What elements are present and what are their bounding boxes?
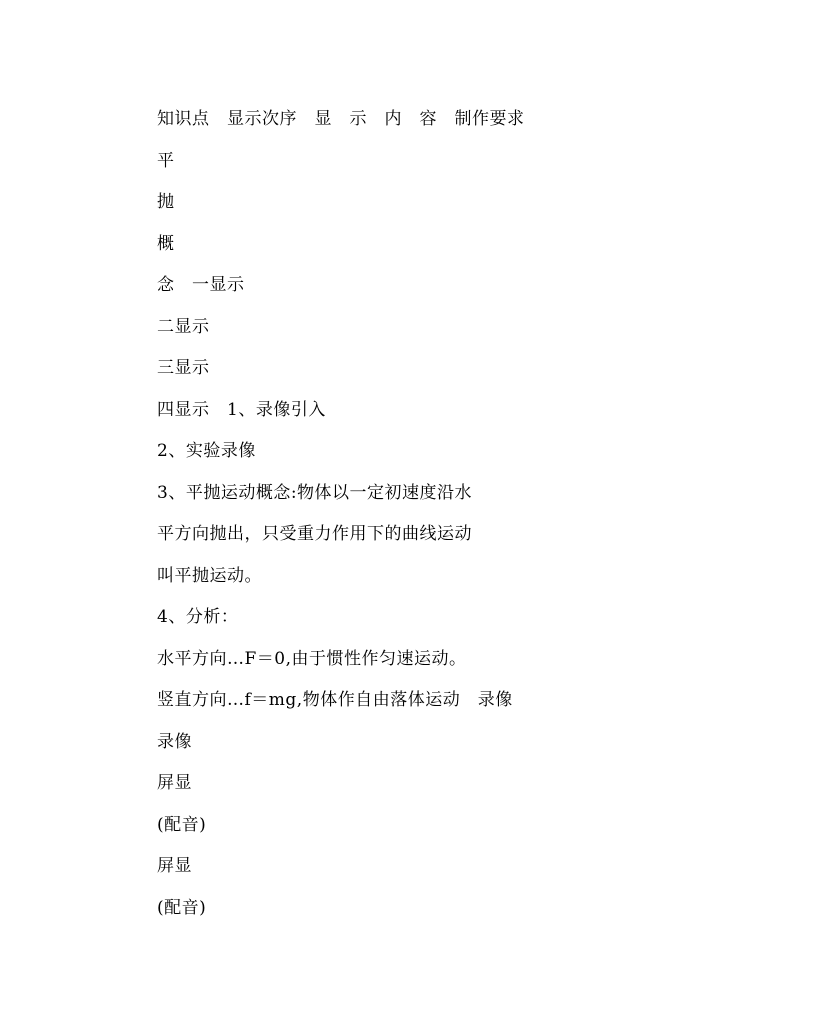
text-line: 二显示 bbox=[157, 316, 210, 337]
text-line: 3、平抛运动概念:物体以一定初速度沿水 bbox=[157, 482, 473, 503]
text-line: 4、分析： bbox=[157, 607, 239, 627]
text-line: 概 bbox=[157, 233, 175, 254]
table-header-line: 知识点 显示次序 显 示 内 容 制作要求 bbox=[157, 109, 525, 129]
text-line: 屏显 bbox=[157, 773, 192, 793]
text-line: 录像 bbox=[157, 731, 192, 752]
text-line: 抛 bbox=[157, 192, 175, 212]
text-line: 平方向抛出，只受重力作用下的曲线运动 bbox=[157, 524, 472, 544]
text-line: 2、实验录像 bbox=[157, 441, 256, 461]
text-line: 四显示 1、录像引入 bbox=[157, 399, 326, 420]
text-line: 水平方向…F＝0,由于惯性作匀速运动。 bbox=[157, 648, 467, 669]
text-line: 念 一显示 bbox=[157, 275, 245, 295]
text-line: 叫平抛运动。 bbox=[157, 565, 262, 586]
text-line: 竖直方向…f＝mg,物体作自由落体运动 录像 bbox=[157, 690, 513, 710]
text-line: (配音) bbox=[157, 897, 207, 918]
text-line: 屏显 bbox=[157, 856, 192, 876]
document-body bbox=[157, 104, 757, 934]
text-line: 平 bbox=[157, 150, 175, 171]
text-line: 三显示 bbox=[157, 358, 210, 378]
text-line: (配音) bbox=[157, 814, 207, 835]
